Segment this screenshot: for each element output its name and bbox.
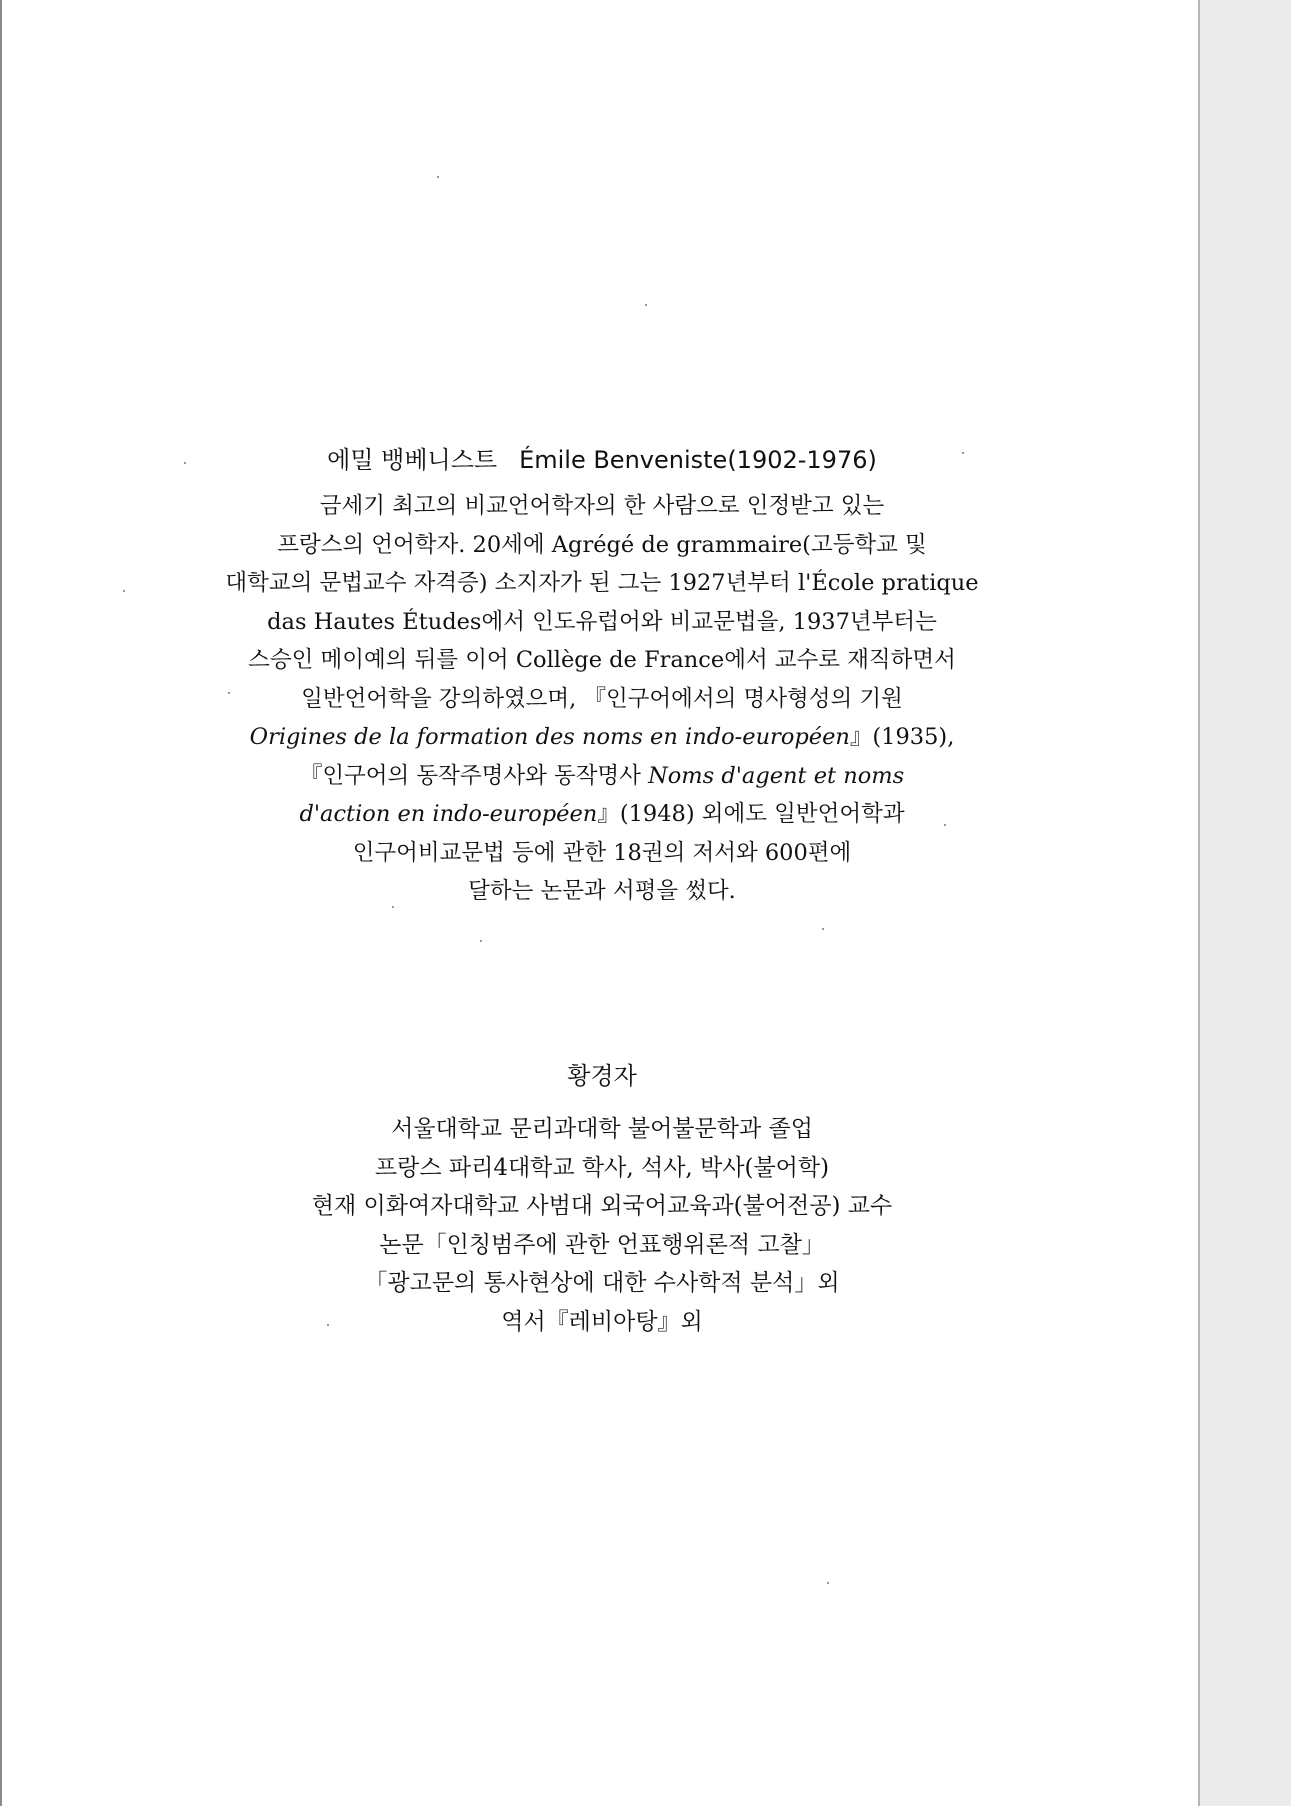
bio-line-head: 『인구어의 동작주명사와 동작명사 <box>299 762 649 789</box>
bio-line: 일반언어학을 강의하였으며, 『인구어에서의 명사형성의 기원 <box>301 685 903 712</box>
book-title-french: Noms d'agent et noms <box>648 762 905 789</box>
scan-speck <box>228 692 230 694</box>
translator-line: 「광고문의 통사현상에 대한 수사학적 분석」외 <box>364 1270 840 1296</box>
bio-line-tail: 』(1935), <box>849 724 955 750</box>
translator-biography <box>2 1110 1202 1341</box>
scan-speck <box>962 452 964 454</box>
author-name-korean: 에밀 뱅베니스트 <box>327 446 498 474</box>
bio-line: 프랑스의 언어학자. 20세에 Agrégé de grammaire(고등학교 및 <box>277 531 927 558</box>
scan-speck <box>392 906 394 908</box>
bio-line: das Hautes Études에서 인도유럽어와 비교문법을, 1937년부터는 <box>267 608 937 635</box>
scan-speck <box>944 824 946 826</box>
scan-speck <box>645 304 647 306</box>
translator-line: 프랑스 파리4대학교 학사, 석사, 박사(불어학) <box>374 1154 830 1181</box>
scan-speck <box>827 1582 829 1584</box>
scan-speck <box>327 1324 329 1326</box>
bio-line: 스승인 메이예의 뒤를 이어 Collège de France에서 교수로 재직하면서 <box>248 647 956 673</box>
bio-line-tail: 』(1948) 외에도 일반언어학과 <box>597 801 905 827</box>
translator-name: 황경자 <box>567 1062 637 1090</box>
bio-line <box>2 718 1202 757</box>
translator-line: 현재 이화여자대학교 사범대 외국어교육과(불어전공) 교수 <box>311 1193 893 1219</box>
scan-speck <box>123 590 125 592</box>
bio-line: 인구어비교문법 등에 관한 18권의 저서와 600편에 <box>352 839 852 866</box>
author-biography <box>2 487 1202 911</box>
translator-line: 논문「인칭범주에 관한 언표행위론적 고찰」 <box>379 1231 825 1258</box>
scan-speck <box>480 940 482 942</box>
scan-speck <box>437 176 439 178</box>
bio-line <box>2 757 1202 796</box>
author-heading <box>2 440 1202 480</box>
scan-speck <box>822 928 824 930</box>
author-name-french: Émile Benveniste <box>519 446 728 474</box>
translator-line: 역서『레비아탕』외 <box>501 1308 703 1335</box>
book-title-french: Origines de la formation des noms en indo-européen <box>249 724 850 750</box>
bio-line: 달하는 논문과 서평을 썼다. <box>468 878 736 904</box>
book-title-french: d'action en indo-européen <box>299 801 598 827</box>
translator-line: 서울대학교 문리과대학 불어불문학과 졸업 <box>391 1116 813 1142</box>
bio-line: 대학교의 문법교수 자격증) 소지자가 된 그는 1927년부터 l'École pratique <box>225 570 979 596</box>
scan-speck <box>184 462 186 464</box>
bio-line: 금세기 최고의 비교언어학자의 한 사람으로 인정받고 있는 <box>319 493 885 519</box>
bio-line <box>2 795 1202 834</box>
author-years: (1902-1976) <box>727 446 877 474</box>
